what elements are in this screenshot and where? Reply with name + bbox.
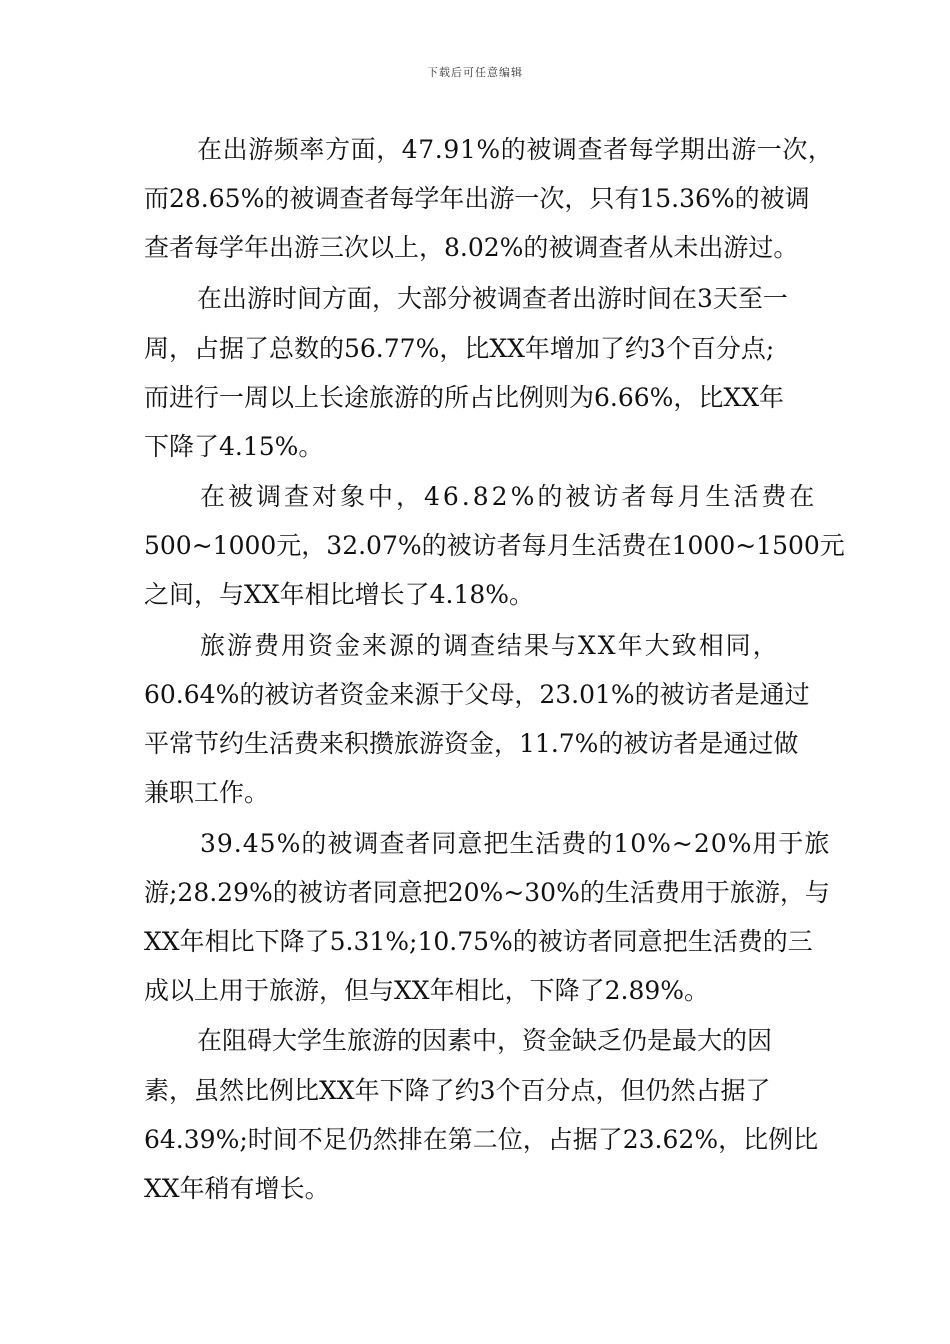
text-line: 而进行一周以上长途旅游的所占比例则为6.66%，比XX年 xyxy=(144,383,785,412)
text-line: 游;28.29%的被访者同意把20%~30%的生活费用于旅游，与 xyxy=(144,878,830,907)
text-line: 查者每学年出游三次以上，8.02%的被调查者从未出游过。 xyxy=(144,233,799,262)
text-line: 在阻碍大学生旅游的因素中，资金缺乏仍是最大的因 xyxy=(197,1026,773,1055)
text-line: 64.39%;时间不足仍然排在第二位，占据了23.62%，比例比 xyxy=(144,1125,819,1154)
page-header: 下载后可任意编辑 xyxy=(427,66,523,79)
text-line: 周，占据了总数的56.77%，比XX年增加了约3个百分点; xyxy=(144,334,775,363)
text-line: XX年相比下降了5.31%;10.75%的被访者同意把生活费的三 xyxy=(144,927,813,956)
text-line: 之间，与XX年相比增长了4.18%。 xyxy=(144,580,535,609)
text-line: 成以上用于旅游，但与XX年相比，下降了2.89%。 xyxy=(144,976,710,1005)
text-line: 在出游时间方面，大部分被调查者出游时间在3天至一 xyxy=(197,284,788,313)
text-line: XX年稍有增长。 xyxy=(144,1174,330,1203)
text-line: 而28.65%的被调查者每学年出游一次，只有15.36%的被调 xyxy=(144,184,810,213)
text-line: 60.64%的被访者资金来源于父母，23.01%的被访者是通过 xyxy=(144,680,810,709)
text-line: 平常节约生活费来积攒旅游资金，11.7%的被访者是通过做 xyxy=(144,729,799,758)
text-line: 500~1000元，32.07%的被访者每月生活费在1000~1500元 xyxy=(144,531,845,560)
text-line: 旅游费用资金来源的调查结果与XX年大致相同， xyxy=(200,631,780,660)
text-line: 兼职工作。 xyxy=(144,778,270,807)
text-line: 在出游频率方面，47.91%的被调查者每学期出游一次， xyxy=(197,135,834,164)
text-line: 39.45%的被调查者同意把生活费的10%~20%用于旅 xyxy=(200,829,831,858)
text-line: 素，虽然比例比XX年下降了约3个百分点，但仍然占据了 xyxy=(144,1076,771,1105)
text-line: 下降了4.15%。 xyxy=(144,432,324,461)
text-line: 在被调查对象中，46.82%的被访者每月生活费在 xyxy=(200,482,818,511)
